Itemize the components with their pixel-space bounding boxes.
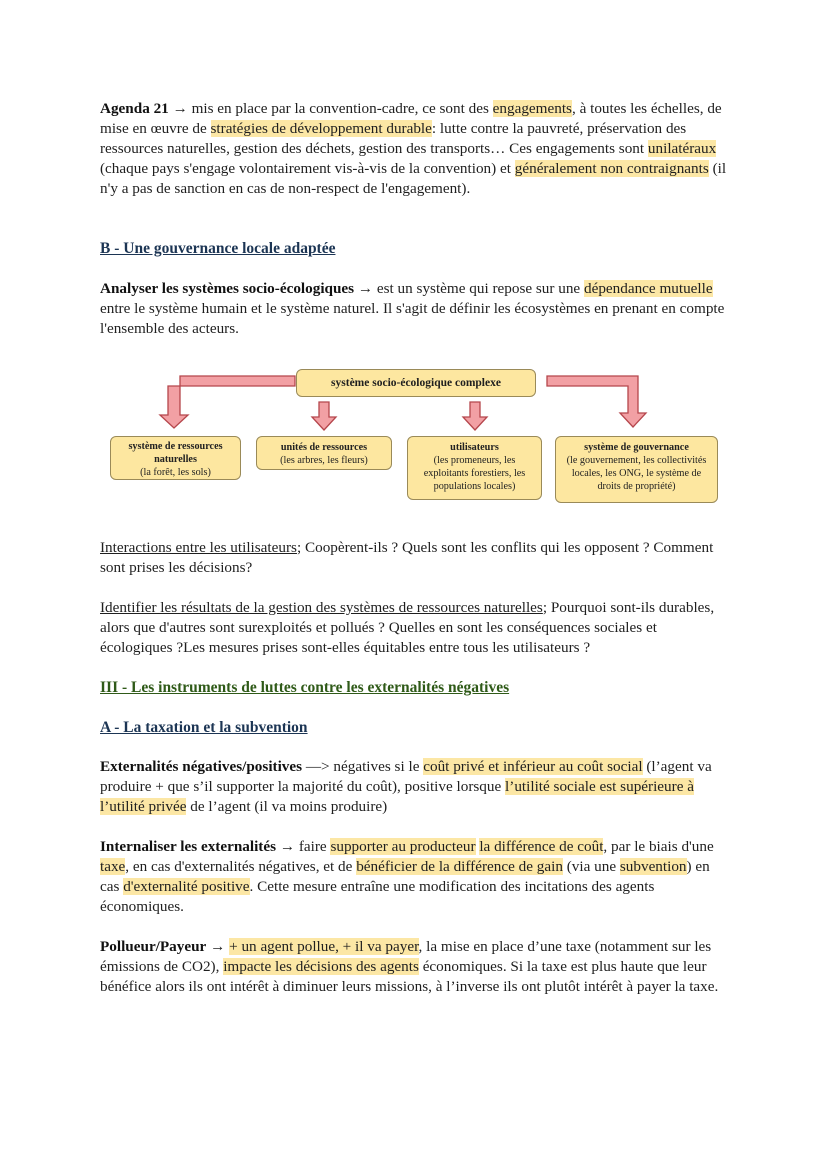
box-title: utilisateurs	[450, 442, 499, 453]
box-governance	[555, 436, 718, 503]
text: —> négatives si le	[302, 758, 424, 775]
text: (chaque pays s'engage volontairement vis-à-vis de la convention) et	[100, 160, 515, 177]
text: entre le système humain et le système naturel. Il s'agit de définir les écosystèmes en prenant en compte l'ensemble des acteurs.	[100, 300, 725, 337]
agenda21-paragraph	[100, 99, 730, 199]
text: de l’agent (il va moins produire)	[186, 798, 388, 815]
highlight: généralement non contraignants	[514, 160, 709, 177]
arrow-users	[463, 402, 487, 430]
results-paragraph	[100, 598, 730, 658]
text: économiques. Si la taxe est plus haute que leur bénéfice alors ils ont intérêt à diminuer leurs missions, à l’inverse ils ont plutôt intérêt à payer la taxe.	[100, 958, 719, 995]
text: (via une	[562, 858, 620, 875]
highlight: dépendance mutuelle	[583, 280, 713, 297]
text: → mis en place par la convention-cadre, ce sont des	[168, 100, 493, 117]
highlight: unilatéraux	[647, 140, 717, 157]
box-subtitle: (les arbres, les fleurs)	[280, 455, 368, 466]
highlight: impacte les décisions des agents	[223, 958, 419, 975]
section-heading-b: B - Une gouvernance locale adaptée	[100, 240, 336, 257]
box-subtitle: (les promeneurs, les exploitants forestiers, les populations locales)	[423, 455, 526, 492]
text: → est un système qui repose sur une	[354, 280, 584, 297]
term: Pollueur/Payeur	[100, 938, 207, 955]
section-heading-iii: III - Les instruments de luttes contre les externalités négatives	[100, 679, 510, 696]
box-subtitle: (la forêt, les sols)	[140, 467, 211, 478]
box-resource-units	[256, 436, 392, 470]
box-title: système de ressources naturelles	[128, 441, 223, 465]
arrow-left	[160, 376, 295, 428]
term: Agenda 21	[100, 100, 169, 117]
highlight: coût privé et inférieur au coût social	[423, 758, 643, 775]
highlight: stratégies de développement durable	[210, 120, 432, 137]
box-title: système de gouvernance	[584, 442, 689, 453]
highlight: engagements	[492, 100, 572, 117]
underlined-phrase: Identifier les résultats de la gestion des systèmes de ressources naturelles	[100, 599, 543, 616]
text: . Cette mesure entraîne une modification des incitations des agents économiques.	[100, 878, 655, 915]
term: Internaliser les externalités	[100, 838, 277, 855]
term: Externalités négatives/positives	[100, 758, 303, 775]
section-heading-a: A - La taxation et la subvention	[100, 719, 308, 736]
text: , la mise en place d’une taxe (notamment sur les émissions de CO2),	[100, 938, 712, 975]
box-users	[407, 436, 542, 500]
internalize-paragraph	[100, 837, 730, 917]
interactions-paragraph	[100, 538, 730, 578]
diagram-root-box: système socio-écologique complexe	[296, 369, 536, 397]
text: → faire	[276, 838, 331, 855]
socio-ecological-paragraph	[100, 279, 730, 339]
text: (il n'y a pas de sanction en cas de non-respect de l'engagement).	[100, 160, 727, 197]
arrow-resources	[312, 402, 336, 430]
box-natural-resources	[110, 436, 241, 480]
text: →	[206, 938, 230, 955]
highlight: d'externalité positive	[123, 878, 250, 895]
text: , par le biais d'une	[603, 838, 714, 855]
text: (l’agent va produire + que s’il supporter la majorité du coût), positive lorsque	[100, 758, 712, 795]
arrow-right	[547, 376, 646, 427]
externalities-paragraph	[100, 757, 730, 817]
highlight: subvention	[619, 858, 687, 875]
highlight: supporter au producteur	[330, 838, 476, 855]
highlight: l’utilité sociale est supérieure à l’utilité privée	[100, 778, 694, 815]
text: : lutte contre la pauvreté, préservation des ressources naturelles, gestion des déchets, gestion des transports… Ces engagements sont	[100, 120, 687, 157]
underlined-phrase: Interactions entre les utilisateurs	[100, 539, 297, 556]
highlight: + un agent pollue, + il va payer	[229, 938, 419, 955]
highlight: bénéficier de la différence de gain	[356, 858, 563, 875]
highlight: la différence de coût	[479, 838, 604, 855]
box-subtitle: (le gouvernement, les collectivités locales, les ONG, le système de droits de propriété)	[566, 455, 707, 492]
text: ) en cas	[100, 858, 710, 895]
text: , à toutes les échelles, de mise en œuvre de	[100, 100, 722, 137]
text: ; Pourquoi sont-ils durables, alors que d'autres sont surexploités et pollués ? Quelles en sont les conséquences sociales et écologiques ?Les mesures prises sont-elles équitables entre tous les utilisateurs ?	[100, 599, 715, 656]
box-title: unités de ressources	[280, 442, 368, 453]
term: Analyser les systèmes socio-écologiques	[100, 280, 355, 297]
text: , en cas d'externalités négatives, et de	[125, 858, 357, 875]
highlight: taxe	[100, 858, 126, 875]
text: ; Coopèrent-ils ? Quels sont les conflits qui les opposent ? Comment sont prises les décisions?	[100, 539, 714, 576]
polluter-payer-paragraph	[100, 937, 730, 997]
